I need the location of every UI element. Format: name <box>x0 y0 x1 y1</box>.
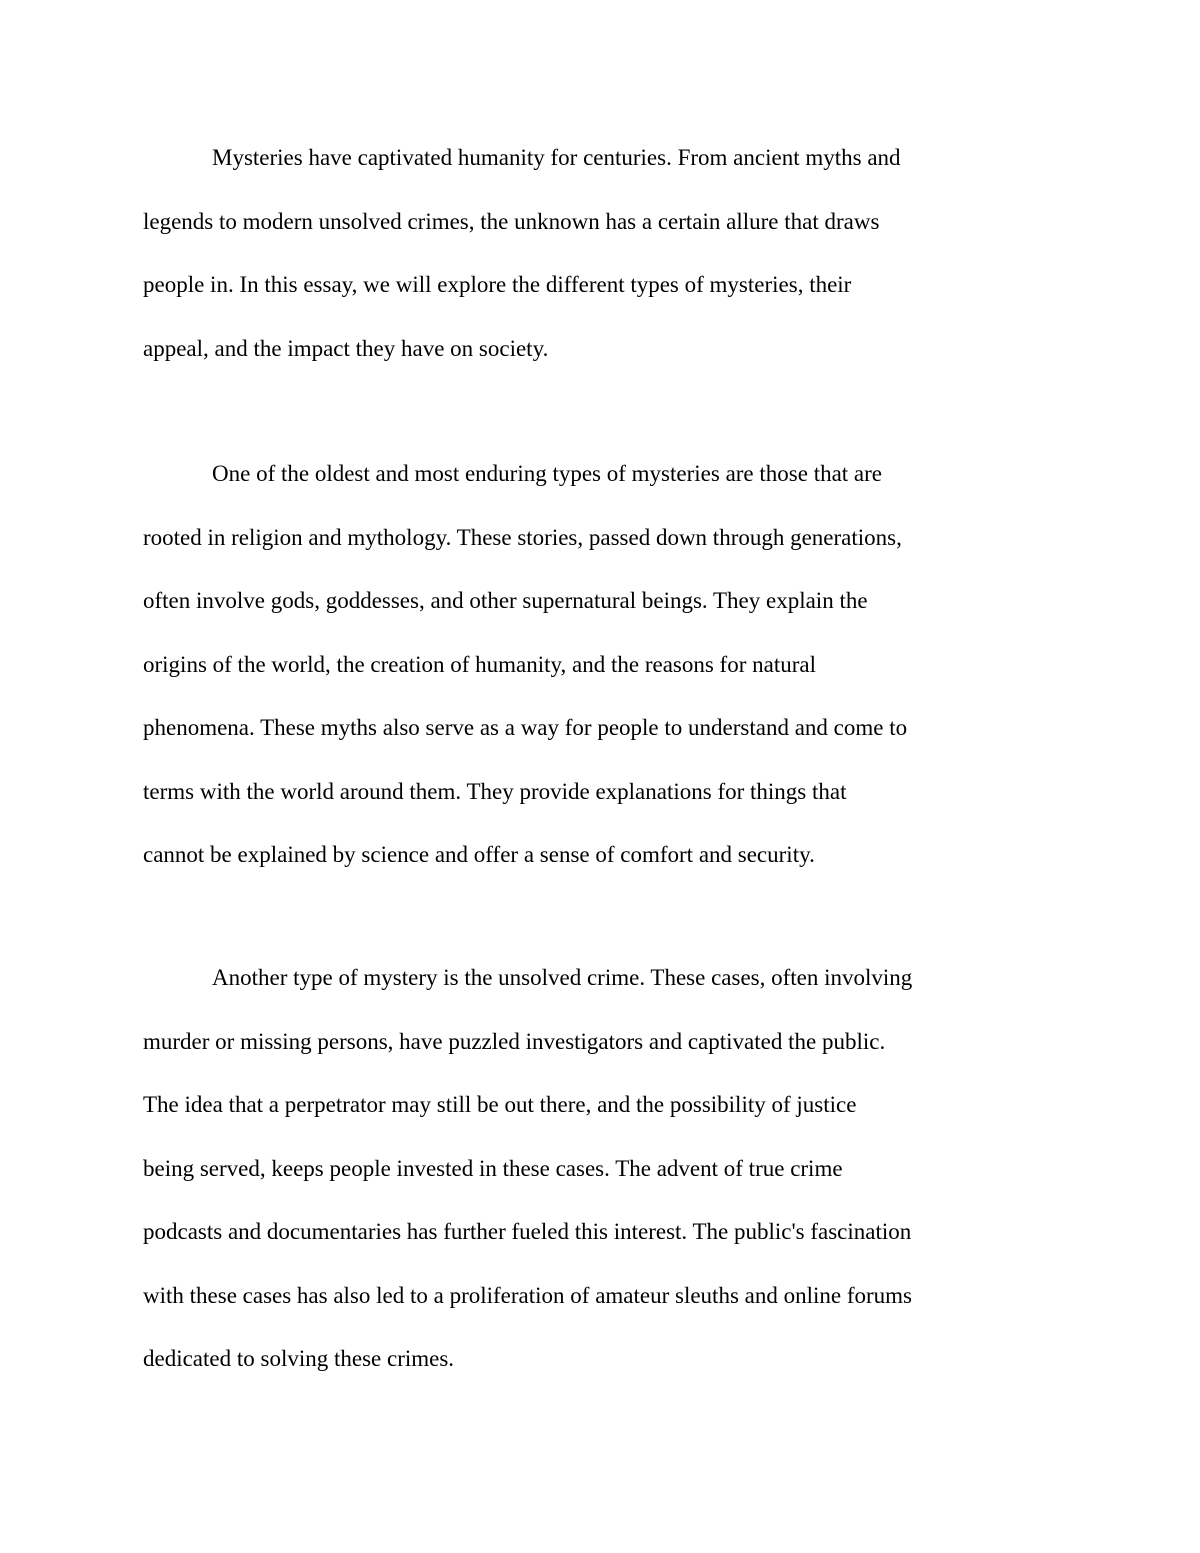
paragraph-line: with these cases has also led to a proliferation of amateur sleuths and online forums <box>143 1282 913 1308</box>
paragraph-line: terms with the world around them. They provide explanations for things that <box>143 778 847 804</box>
paragraph-line: murder or missing persons, have puzzled investigators and captivated the public. <box>143 1028 886 1054</box>
paragraph-line: rooted in religion and mythology. These stories, passed down through generations, <box>143 524 902 550</box>
paragraph-line: cannot be explained by science and offer a sense of comfort and security. <box>143 842 815 867</box>
paragraph-line: Mysteries have captivated humanity for centuries. From ancient myths and <box>212 145 901 170</box>
paragraph-line: appeal, and the impact they have on society. <box>143 335 549 361</box>
paragraph-mythology <box>143 442 1063 887</box>
paragraph-line: often involve gods, goddesses, and other supernatural beings. They explain the <box>143 588 868 613</box>
paragraph-line: origins of the world, the creation of humanity, and the reasons for natural <box>143 651 816 677</box>
paragraph-line: The idea that a perpetrator may still be out there, and the possibility of justice <box>143 1092 857 1117</box>
paragraph-line: Another type of mystery is the unsolved crime. These cases, often involving <box>212 965 913 990</box>
paragraph-line: phenomena. These myths also serve as a way for people to understand and come to <box>143 715 908 740</box>
paragraph-line: people in. In this essay, we will explore the different types of mysteries, their <box>143 272 852 297</box>
paragraph-line: One of the oldest and most enduring types of mysteries are those that are <box>212 461 883 486</box>
paragraph-line: podcasts and documentaries has further fueled this interest. The public's fascination <box>143 1219 912 1244</box>
paragraph-line: legends to modern unsolved crimes, the unknown has a certain allure that draws <box>143 208 880 234</box>
paragraph-line: dedicated to solving these crimes. <box>143 1346 455 1371</box>
paragraph-line: being served, keeps people invested in these cases. The advent of true crime <box>143 1155 843 1181</box>
paragraph-introduction <box>143 126 1063 380</box>
paragraph-unsolved-crime <box>143 946 1063 1391</box>
